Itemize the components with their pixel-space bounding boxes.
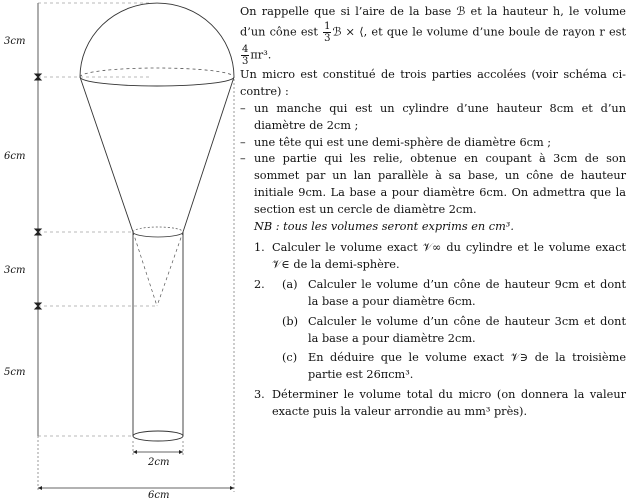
head-hemisphere (80, 3, 234, 77)
question-1: 1. Calculer le volume exact 𝒱∞ du cylindre et le volume exact 𝒱∈ de la demi-sphère. (254, 240, 626, 271)
description-paragraph: Un micro est constitué de trois parties accolées (voir schéma ci-contre) : (240, 67, 626, 98)
subquestion-b: (b) Calculer le volume d’un cône de hauteur 3cm et dont la base a pour diamètre 2cm. (282, 314, 626, 345)
dim-label-handle: 5cm (4, 367, 26, 378)
subquestion-a: (a) Calculer le volume d’un cône de hauteur 9cm et dont la base a pour diamètre 6cm. (282, 277, 626, 308)
exercise-text (240, 4, 626, 424)
question-number: 3. (254, 388, 265, 402)
microphone-figure (0, 0, 240, 500)
dim-label-cone: 6cm (4, 151, 26, 162)
parts-list (240, 101, 626, 219)
question-number: 1. (254, 240, 265, 254)
fraction-four-thirds: $\frac{4}{3}$ (242, 43, 249, 67)
cone-side-right (183, 77, 234, 232)
part-item-head: – une tête qui est une demi-sphère de diamètre 6cm ; (240, 135, 626, 152)
intro-paragraph: On rappelle que si l’aire de la base ℬ et la hauteur h, le volume d’un cône est $\frac{1}{3}$ ℬ × ⟨, et que le volume d’une boule de rayon r est $\frac{4}{3}$ πr³. (240, 5, 626, 67)
nb-note: NB : tous les volumes seront exprims en cm³. (254, 220, 514, 234)
part-item-handle: – un manche qui est un cylindre d’une hauteur 8cm et d’un diamètre de 2cm ; (240, 101, 626, 135)
question-2-subitems (272, 277, 626, 384)
part-item-connector: – une partie qui les relie, obtenue en coupant à 3cm de son sommet par un lan parallèle à sa base, un cône de hauteur initiale 9cm. La base a pour diamètre 6cm. On admettra que la section est un cercle de diamètre 2cm. (240, 151, 626, 219)
subquestion-c: (c) En déduire que le volume exact 𝒱∋ de la troisième partie est 26πcm³. (282, 351, 626, 382)
dim-label-total-width: 6cm (148, 490, 170, 500)
dim-label-head: 3cm (4, 36, 26, 47)
dim-label-cut: 3cm (4, 265, 26, 276)
question-2 (240, 277, 626, 384)
dim-label-handle-diameter: 2cm (148, 457, 170, 468)
cone-side-left (80, 77, 133, 232)
fraction-one-third: $\frac{1}{3}$ (324, 20, 331, 44)
questions-list (240, 240, 626, 421)
question-number: 2. (254, 277, 265, 291)
question-3: 3. Déterminer le volume total du micro (on donnera la valeur exacte puis la valeur arrondie au mm³ près). (254, 388, 626, 419)
